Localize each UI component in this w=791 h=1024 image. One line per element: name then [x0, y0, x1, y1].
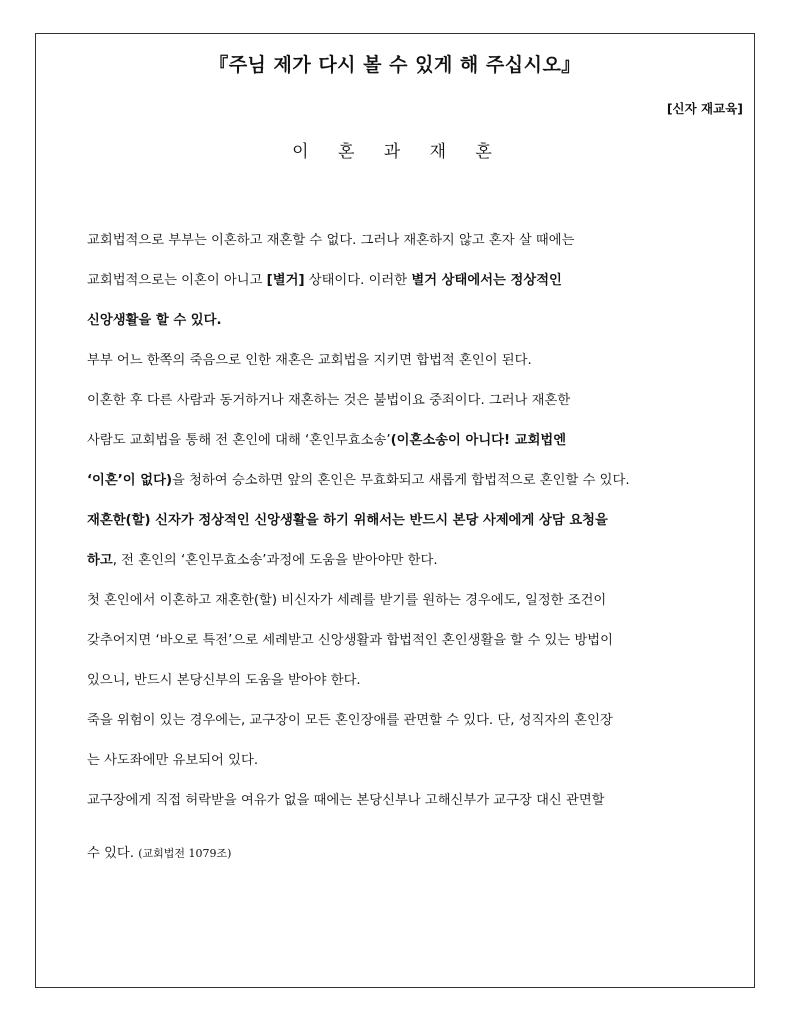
text-line [87, 509, 608, 528]
text-segment: 이혼한 후 다른 사람과 동거하거나 재혼하는 것은 불법이요 중죄이다. 그러나 재혼한 [87, 393, 571, 408]
text-line [87, 429, 566, 448]
bold-text-segment: 하고 [87, 553, 113, 568]
text-segment: 갖추어지면 ‘바오로 특전’으로 세례받고 신앙생활과 합법적인 혼인생활을 할 수 있는 방법이 [87, 633, 613, 648]
text-line [87, 469, 630, 488]
text-segment: 죽을 위험이 있는 경우에는, 교구장이 모든 혼인장애를 관면할 수 있다. 단, 성직자의 혼인장 [87, 713, 613, 728]
text-line [87, 349, 532, 368]
text-line [87, 842, 231, 861]
text-segment: 는 사도좌에만 유보되어 있다. [87, 753, 259, 768]
text-line [87, 389, 570, 408]
text-segment: 상태이다. 이러한 [304, 273, 412, 288]
bold-text-segment: [별거] [266, 273, 305, 288]
bold-text-segment: 신앙생활을 할 수 있다. [87, 313, 222, 328]
text-segment: 수 있다. [87, 846, 139, 861]
text-line [87, 789, 605, 808]
text-segment: 있으니, 반드시 본당신부의 도움을 받아야 한다. [87, 673, 361, 688]
bold-text-segment: (이혼소송이 아니다! 교회법엔 [390, 433, 567, 448]
text-segment: 부부 어느 한쪽의 죽음으로 인한 재혼은 교회법을 지키면 합법적 혼인이 된다. [87, 353, 532, 368]
text-segment: 교회법적으로는 이혼이 아니고 [87, 273, 267, 288]
page-title: 『주님 제가 다시 볼 수 있게 해 주십시오』 [209, 54, 581, 76]
category-tag: [신자 재교육] [666, 101, 743, 116]
bold-text-segment: ‘이혼’이 없다) [87, 473, 173, 488]
bold-text-segment: 별거 상태에서는 정상적인 [411, 273, 562, 288]
text-line [87, 669, 361, 688]
text-line [87, 709, 613, 728]
text-segment: 교회법적으로 부부는 이혼하고 재혼할 수 없다. 그러나 재혼하지 않고 혼자 살 때에는 [87, 233, 575, 248]
text-line [87, 269, 562, 288]
text-line [87, 309, 222, 328]
text-segment: 을 청하여 승소하면 앞의 혼인은 무효화되고 새롭게 합법적으로 혼인할 수 있다. [172, 473, 630, 488]
text-segment: (교회법전 1079조) [138, 847, 232, 860]
text-line [87, 229, 574, 248]
text-segment: , 전 혼인의 ‘혼인무효소송’과정에 도움을 받아야만 한다. [112, 553, 438, 568]
section-subtitle: 이 혼 과 재 혼 [292, 142, 498, 162]
text-line [87, 629, 613, 648]
text-segment: 첫 혼인에서 이혼하고 재혼한(할) 비신자가 세례를 받기를 원하는 경우에도, 일정한 조건이 [87, 593, 607, 608]
text-line [87, 749, 258, 768]
bold-text-segment: 재혼한(할) 신자가 정상적인 신앙생활을 하기 위해서는 반드시 본당 사제에게 상담 요청을 [87, 513, 608, 528]
text-line [87, 549, 438, 568]
text-segment: 교구장에게 직접 허락받을 여유가 없을 때에는 본당신부나 고해신부가 교구장 대신 관면할 [87, 793, 605, 808]
text-line [87, 589, 606, 608]
text-segment: 사람도 교회법을 통해 전 혼인에 대해 ‘혼인무효소송’ [87, 433, 391, 448]
